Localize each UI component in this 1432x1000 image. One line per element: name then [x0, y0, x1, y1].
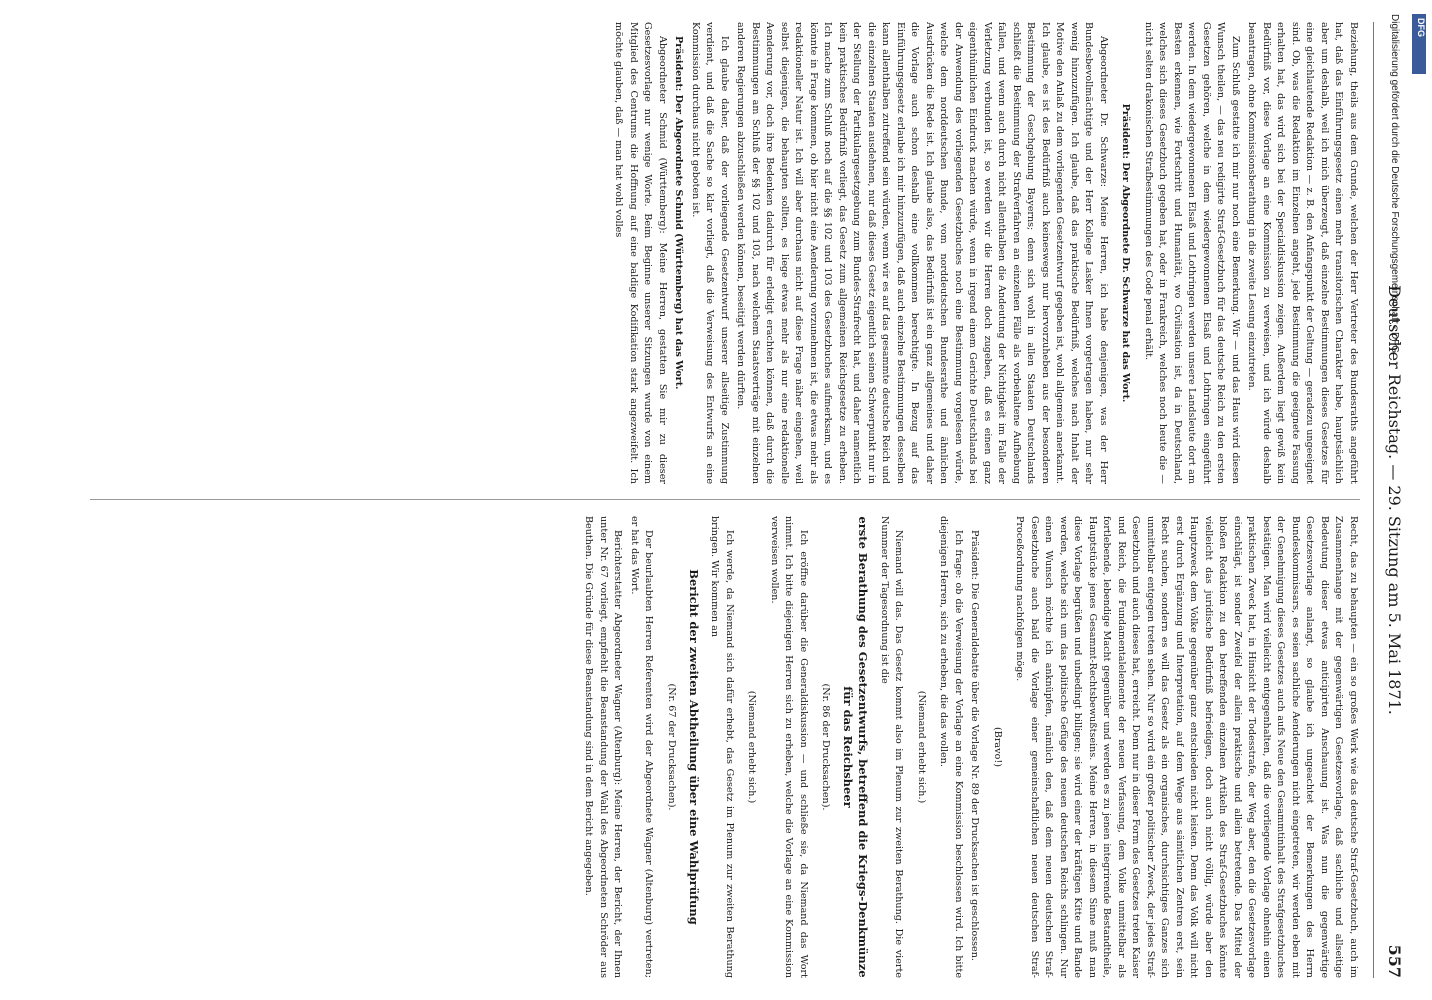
paragraph: Niemand will das. Das Gesetz kommt also im Plenum zur zweiten Berathung. Die vierte Nummer der Tagesordnung ist die: [879, 516, 905, 978]
right-column: [90, 516, 1360, 978]
paragraph: Ich eröffne darüber die Generaldiskussion — und schließe sie, da Niemand das Wort nimmt. Ich bitte diejenigen Herren sich zu erheben, welche die Vorlage an eine Kommission verweisen wollen.: [769, 516, 809, 978]
paragraph: Der beurlaubten Herren Referenten wird der Abgeordnete Wagner (Altenburg) vertreten; er hat das Wort.: [629, 516, 655, 978]
paragraph: Ich glaube daher, daß der vorliegende Gesetzentwurf unserer allseitige Zustimmung verdient, und daß die Sache so klar vorliegt, daß die Verweisung des Entwurfs an eine Kommission durchaus nicht geboten ist.: [690, 22, 730, 484]
column-divider: [90, 499, 1360, 500]
page-number: 557: [1385, 944, 1404, 978]
running-title: Deutscher Reichstag. — 29. Sitzung am 5. Mai 1871.: [1385, 285, 1404, 715]
section-heading: erste Berathung des Gesetzentwurfs, betreffend die Kriegs-Denkmünze für das Reichsheer: [841, 516, 871, 978]
section-heading-ref: (Nr. 67 der Drucksachen).: [666, 683, 677, 811]
dfg-logo: [1412, 14, 1426, 74]
dfg-logo-label: DFG: [1416, 18, 1426, 37]
section-heading-ref: (Nr. 86 der Drucksachen).: [820, 683, 832, 811]
funding-note-text: Digitalisierung gefördert durch die Deutsche Forschungsgemeinschaft - DFG: [1389, 14, 1400, 354]
paragraph: Präsident: Die Generaldebatte über die Vorlage Nr. 89 der Drucksachen ist geschlossen.: [969, 530, 981, 961]
paragraph: Abgeordneter Dr. Schwarze: Meine Herren, ich habe denjenigen, was der Herr Bundesbevollmächtigte und der Herr Kollege Lasker Ihnen vorgetragen haben, nur sehr wenig hinzuzufügen. Ich glaube, daß das praktische Bedürfniß, welches nach Inhalt der Motive den Anlaß zu dem vorliegenden Gesetzentwurf gegeben ist, wohl allgemein anerkannt. Ich glaube, es ist des Bedürfniß auch keineswegs nur hervorzuheben aus der besonderen Bestimmung der Geschgebung Bayerns; denn sich wohl in allen Staaten Deutschlands schließt die Bestimmung der Strafverfahren an einzelnen Fälle als vorbehaltene Aufhebung fallen, und wenn auch durch nicht allenthalben die Andeutung der Nichtigkeit im Falle der Verletzung verbunden ist, so werden wir die Herren doch zugeben, daß es einen ganz eigenthümlichen Eindruck machen würde, wenn in irgend einem Gerichte Deutschlands bei der Anwendung des vorliegenden Gesetzbuches noch eine Bestimmung vorgelesen würde, welche dem norddeutschen Bunde, vom norddeutschen Bundesrathe und ähnlichen Ausdrücken die Rede ist. Ich glaube also, das Bedürfniß ist ein ganz allgemeines und daher die Vorlage auch schon deshalb eine vollkommen berechtigte. In Bezug auf das Einführungsgesetz erlaube ich mir hinzuzufügen, daß auch einzelne Bestimmungen desselben kann allenthalben zutreffend sein würden, wenn wir es auf das gesammte deutsche Reich und die einzelnen Staaten ausdehnen, nur daß dieses Gesetz eigentlich seinen Schwerpunkt nur in der Stellung der Partikulargesetzgebung zum Bundes-Strafrecht hat, und daher namentlich kein praktisches Bedürfniß vorliegt, das Gesetz zum allgemeinen Reichsgesetze zu erheben. Ich mache zum Schluß noch auf die §§ 102 und 103 des Gesetzbuches aufmerksam, und es könnte in Frage kommen, ob hier nicht eine Aenderung vorzunehmen ist, die etwas mehr als redaktioneller Natur ist. Ich will aber durchaus nicht auf diese Frage näher eingehen, weil selbst diejenigen, die behaupten sollten, es liege etwas mehr als nur eine redaktionelle Aenderung vor, doch ihre Bedenken dadurch für erledigt erachten können, daß durch die Bestimmungen am Schluß der §§ 102 und 103, nach welchem Staatsverträge mit einzelnen anderen Regierungen abzuschließen werden können, beseitigt werden dürften.: [735, 22, 1109, 484]
paragraph: Zum Schluß gestatte ich mir nur noch eine Bemerkung. Wir — und das Haus wird diesen Wunsch theilen, — das neu redigirte Straf-Gesetzbuch für das deutsche Reich zu den ersten Gesetzen gehören, welche in dem wiedergewonnenen Elsaß und Lothringen eingeführt werden. In dem wiedergewonnenen Elsaß und Lothringen werden unsere Landsleute dort am Besten erkennen, wie Fortschritt und Humanität, wo Civilisation ist, da in Deutschland, welches sich dieses Gesetzbuch gegeben hat, oder in Frankreich, welches noch heute die — nicht selten drakonischen Strafbestimmungen des Code penal erhält.: [1143, 22, 1241, 484]
interjection: (Niemand erhebt sich.): [916, 690, 927, 804]
interjection: (Bravo!): [992, 727, 1003, 767]
paragraph: Ich frage: ob die Verweisung der Vorlage an eine Kommission beschlossen wird. Ich bitte diejenigen Herren, sich zu erheben, die das wollen.: [938, 516, 964, 978]
interjection: (Niemand erhebt sich.): [746, 690, 758, 804]
paragraph: Abgeordneter Schmid (Württemberg): Meine Herren, gestatten Sie mir zu dieser Gesetzesvorlage nur wenige Worte. Beim Beginne unserer Sitzungen wurde von einem Mitglied des Centrums die Hoffnung auf eine baldige Kodifikation stark angezweifelt. Ich möchte glauben, daß — man hat wohl volles: [613, 22, 668, 484]
speaker-announcement: Präsident: Der Abgeordnete Dr. Schwarze hat das Wort.: [1120, 103, 1132, 403]
paragraph: Recht, das zu behaupten — ein so großes Werk wie das deutsche Straf-Gesetzbuch, auch im Zusammenhange mit der gegenwärtigen Gesetzesvorlage, daß sachliche und allseitige Bedeutung dieser etwas anticipirten Anschauung ist. Was nun die gegenwärtige Gesetzesvorlage anlangt, so glaube ich ungeachtet der Bemerkungen des Herrn Bundeskommissars, es seien sachliche Aenderungen nicht eingetreten, wir werden eben mit der Genehmigung dieses Gesetzes auch aufs Neue den Gesammtinhalt des Strafgesetzbuches bestätigen. Man wird vielleicht entgegenhalten, daß die vorliegende Vorlage ohnehin einen praktischen Zweck hat, in Hinsicht der Todesstrafe, der Weg aber, den die Gesetzesvorlage einschlägt, ist sonder Zweifel der allein praktische und allein betretende. Das Mittel der bloßen Redaktion zu den betreffenden einzelnen Artikeln des Straf-Gesetzbuches könnte vielleicht das juridische Bedürfniß befriedigen, doch auch nicht völlig, würde aber den Hauptzweck dem Volke gegenüber ganz entschieden nicht leisten. Denn das Volk will nicht erst durch Ergänzung und Interpretation, auf dem Wege aus sämtlichen Zentren erst, sein Recht suchen, sondern es will das Gesetz als ein organisches, durchsichtiges Ganzes sich unmittelbar entgegen treten sehen. Nur so wird ein großer politischer Zweck, der jedes Straf-Gesetzbuch und auch dieses hat, erreicht. Denn nur in dieser Form des Gesetzes treten Kaiser und Reich, die Fundamentalelemente der neuen Verfassung, dem Volke unmittelbar als fortlebende, lebendige Macht gegenüber und werden es zu jenen integrirende Bestandtheile, Hauptstücke jenes Gesammt-Rechtsbewußtseins. Meine Herren, in diesem Sinne muß man diese Vorlage begrüßen und unbedingt billigen; sie wird einer der kräftigen Kitte und Bande werden, welche sich um das politische Gefüge des neuen deutschen Reichs schlingen. Nur einen Wunsch möchte ich anknüpfen, nämlich den, daß dem neuen deutschen Straf-Gesetzbuche auch bald die Vorlage einer gemeinschaftlichen neuen deutschen Straf-Proceßordnung nachfolgen möge.: [1014, 516, 1359, 978]
speaker-announcement: Präsident: Der Abgeordnete Schmid (Württemberg) hat das Wort.: [673, 36, 685, 390]
paragraph: Berichterstatter Abgeordneter Wagner (Altenburg): Meine Herren, der Bericht, der Ihnen unter Nr. 67 vorliegt, empfiehlt die Beanstandung der Wahl des Abgeordneten Schröder aus Beuthen. Die Gründe für diese Beanstandung sind in dem Bericht angegeben.: [583, 516, 624, 978]
section-heading: Bericht der zweiten Abtheilung über eine Wahlprüfung: [687, 569, 701, 925]
paragraph: Ich werde, da Niemand sich dafür erhebt, das Gesetz im Plenum zur zweiten Berathung bringen. Wir kommen an: [709, 516, 735, 978]
left-column: [90, 22, 1360, 484]
paragraph: Beziehung, theils aus dem Grunde, welchen der Herr Vertreter des Bundesraths angeführt hat, daß das Einführungsgesetz einen mehr transitorischen Charakter habe, hauptsächlich aber um deshalb, weil ich mich überzeugt, daß einzelne Bestimmungen dieses Gesetzes für eine gleichlautende Redaktion — z. B. den Anfangspunkt der Geltung — geradezu ungeeignet sind. Ob, was die Redaktion im Einzelnen angeht, jede Bestimmung die geeignete Fassung erhalten hat, das wird sich bei der Specialdiskussion zeigen. Außerdem liegt gewiß kein Bedürfniß vor, diese Vorlage an eine Kommission zu verweisen, und ich würde deshalb beantragen, ohne Kommissionsberathung in die zweite Lesung einzutreten.: [1246, 22, 1359, 484]
page-content: [84, 22, 1414, 978]
